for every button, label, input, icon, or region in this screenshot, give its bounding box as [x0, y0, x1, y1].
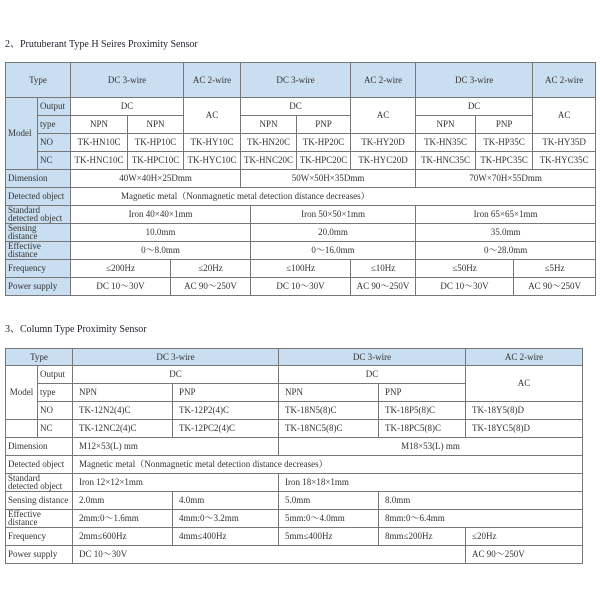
cell: 10.0mm: [71, 224, 251, 242]
cell: Iron 65×65×1mm: [416, 206, 596, 224]
row-label: NC: [38, 420, 73, 438]
header-cell: AC 2-wire: [184, 63, 241, 98]
nc-row: [6, 152, 596, 170]
cell: 70W×70H×55Dmm: [416, 170, 596, 188]
cell: NPN: [416, 116, 476, 134]
cell: TK-HPC35C: [476, 152, 533, 170]
cell: TK-HP10C: [128, 134, 184, 152]
output-row: [6, 98, 596, 116]
cell: DC: [416, 98, 533, 116]
cell: TK-HNC10C: [71, 152, 128, 170]
dimension-row: [6, 438, 583, 456]
detected-object-row: [6, 456, 583, 474]
cell: 40W×40H×25Dmm: [71, 170, 241, 188]
cell: AC 90～250V: [171, 278, 251, 296]
row-label: Dimension: [6, 438, 73, 456]
row-label: Standard detected object: [6, 206, 71, 224]
cell: AC: [351, 98, 416, 134]
cell: TK-18NC5(8)C: [279, 420, 379, 438]
cell: AC 90～250V: [466, 546, 583, 564]
h-series-spec-table: [5, 62, 596, 296]
cell: AC 90～250V: [351, 278, 416, 296]
cell: DC 10～30V: [73, 546, 466, 564]
dimension-row: [6, 170, 596, 188]
header-cell: DC 3-wire: [416, 63, 533, 98]
cell: PNP: [173, 384, 279, 402]
cell: TK-HYC35C: [533, 152, 596, 170]
cell: TK-HN20C: [241, 134, 297, 152]
cell: 5mm:0～4.0mm: [279, 510, 379, 528]
cell: 0～28.0mm: [416, 242, 596, 260]
header-cell: AC 2-wire: [533, 63, 596, 98]
frequency-row: [6, 528, 583, 546]
frequency-row: [6, 260, 596, 278]
header-cell: DC 3-wire: [73, 349, 279, 366]
model-label: Model: [6, 366, 38, 420]
row-label: Sensing distance: [6, 224, 71, 242]
nc-row: [6, 420, 583, 438]
row-label: Power supply: [6, 546, 73, 564]
header-cell: Type: [6, 349, 73, 366]
power-supply-row: [6, 278, 596, 296]
row-label: Power supply: [6, 278, 71, 296]
cell: TK-12P2(4)C: [173, 402, 279, 420]
cell: ≤20Hz: [171, 260, 251, 278]
row-label: Output: [38, 98, 71, 116]
cell: TK-HY10C: [184, 134, 241, 152]
row-label: type: [38, 384, 73, 402]
header-cell: AC 2-wire: [466, 349, 583, 366]
cell: DC 10～30V: [416, 278, 514, 296]
cell: 5mm≤400Hz: [279, 528, 379, 546]
power-supply-row: [6, 546, 583, 564]
header-row: [6, 349, 583, 366]
cell: TK-HNC35C: [416, 152, 476, 170]
cell: TK-HY35D: [533, 134, 596, 152]
cell: TK-18N5(8)C: [279, 402, 379, 420]
row-label: type: [38, 116, 71, 134]
cell: 0～16.0mm: [251, 242, 416, 260]
header-cell: DC 3-wire: [279, 349, 466, 366]
sensing-distance-row: [6, 224, 596, 242]
cell: 20.0mm: [251, 224, 416, 242]
output-row: [6, 366, 583, 384]
cell: 4mm≤400Hz: [173, 528, 279, 546]
no-row: [6, 402, 583, 420]
cell: Magnetic metal（Nonmagnetic metal detection distance decreases）: [71, 188, 596, 206]
cell: DC: [279, 366, 466, 384]
no-row: [6, 134, 596, 152]
cell: 2mm≤600Hz: [73, 528, 173, 546]
row-label: Output: [38, 366, 73, 384]
cell: 8mm:0～6.4mm: [379, 510, 583, 528]
header-cell: AC 2-wire: [351, 63, 416, 98]
cell: 0～8.0mm: [71, 242, 251, 260]
effective-distance-row: [6, 510, 583, 528]
row-label: Frequency: [6, 528, 73, 546]
cell: NPN: [128, 116, 184, 134]
cell: DC: [73, 366, 279, 384]
cell: NPN: [279, 384, 379, 402]
standard-object-row: [6, 474, 583, 492]
cell: PNP: [476, 116, 533, 134]
section-2-title: 2、Prutuberant Type H Seires Proximity Sensor: [5, 39, 198, 50]
cell: TK-HN35C: [416, 134, 476, 152]
cell: AC: [533, 98, 596, 134]
cell: 2.0mm: [73, 492, 173, 510]
header-cell: DC 3-wire: [241, 63, 351, 98]
row-label: Effective distance: [6, 510, 73, 528]
cell: TK-18Y5(8)D: [466, 402, 583, 420]
cell: TK-HN10C: [71, 134, 128, 152]
cell: ≤20Hz: [466, 528, 583, 546]
cell: NPN: [73, 384, 173, 402]
cell: TK-HYC10C: [184, 152, 241, 170]
header-cell: DC 3-wire: [71, 63, 184, 98]
cell: AC: [466, 366, 583, 402]
cell: NPN: [241, 116, 297, 134]
cell: PNP: [379, 384, 466, 402]
cell: TK-12NC2(4)C: [73, 420, 173, 438]
row-label: Sensing distance: [6, 492, 73, 510]
row-label: NC: [38, 152, 71, 170]
cell: TK-HY20D: [351, 134, 416, 152]
header-cell: Type: [6, 63, 71, 98]
row-label: Dimension: [6, 170, 71, 188]
cell: DC: [241, 98, 351, 116]
cell: 2mm:0～1.6mm: [73, 510, 173, 528]
cell: 5.0mm: [279, 492, 379, 510]
cell: TK-12N2(4)C: [73, 402, 173, 420]
type-row: [6, 116, 596, 134]
empty-cell: [6, 420, 38, 438]
row-label: NO: [38, 402, 73, 420]
cell: TK-18YC5(8)D: [466, 420, 583, 438]
cell: ≤5Hz: [514, 260, 596, 278]
cell: TK-HPC10C: [128, 152, 184, 170]
cell: AC: [184, 98, 241, 134]
header-row: [6, 63, 596, 98]
cell: Iron 18×18×1mm: [279, 474, 583, 492]
section-3-title: 3、Column Type Proximity Sensor: [5, 324, 147, 335]
cell: TK-HP35C: [476, 134, 533, 152]
cell: Magnetic metal（Nonmagnetic metal detection distance decreases）: [73, 456, 583, 474]
cell: TK-HPC20C: [297, 152, 351, 170]
cell: M18×53(L) mm: [279, 438, 583, 456]
row-label: NO: [38, 134, 71, 152]
cell: M12×53(L) mm: [73, 438, 279, 456]
cell: Iron 12×12×1mm: [73, 474, 279, 492]
cell: 35.0mm: [416, 224, 596, 242]
cell: TK-HYC20D: [351, 152, 416, 170]
cell: TK-18PC5(8)C: [379, 420, 466, 438]
column-type-spec-table: [5, 348, 583, 564]
row-label: Frequency: [6, 260, 71, 278]
model-label: Model: [6, 98, 38, 170]
cell: 4.0mm: [173, 492, 279, 510]
cell: NPN: [71, 116, 128, 134]
cell: ≤10Hz: [351, 260, 416, 278]
cell: TK-18P5(8)C: [379, 402, 466, 420]
cell: DC 10～30V: [251, 278, 351, 296]
cell: DC 10～30V: [71, 278, 171, 296]
cell: ≤50Hz: [416, 260, 514, 278]
cell: Iron 50×50×1mm: [251, 206, 416, 224]
effective-distance-row: [6, 242, 596, 260]
cell: 4mm:0～3.2mm: [173, 510, 279, 528]
cell: TK-HP20C: [297, 134, 351, 152]
cell: TK-HNC20C: [241, 152, 297, 170]
cell: 50W×50H×35Dmm: [241, 170, 416, 188]
cell: ≤100Hz: [251, 260, 351, 278]
standard-object-row: [6, 206, 596, 224]
row-label: Detected object: [6, 456, 73, 474]
row-label: Effective distance: [6, 242, 71, 260]
cell: TK-12PC2(4)C: [173, 420, 279, 438]
row-label: Standard detected object: [6, 474, 73, 492]
cell: AC 90～250V: [514, 278, 596, 296]
row-label: Detected object: [6, 188, 71, 206]
sensing-distance-row: [6, 492, 583, 510]
cell: PNP: [297, 116, 351, 134]
cell: 8.0mm: [379, 492, 583, 510]
cell: ≤200Hz: [71, 260, 171, 278]
detected-object-row: [6, 188, 596, 206]
cell: DC: [71, 98, 184, 116]
cell: 8mm≤200Hz: [379, 528, 466, 546]
cell: Iron 40×40×1mm: [71, 206, 251, 224]
